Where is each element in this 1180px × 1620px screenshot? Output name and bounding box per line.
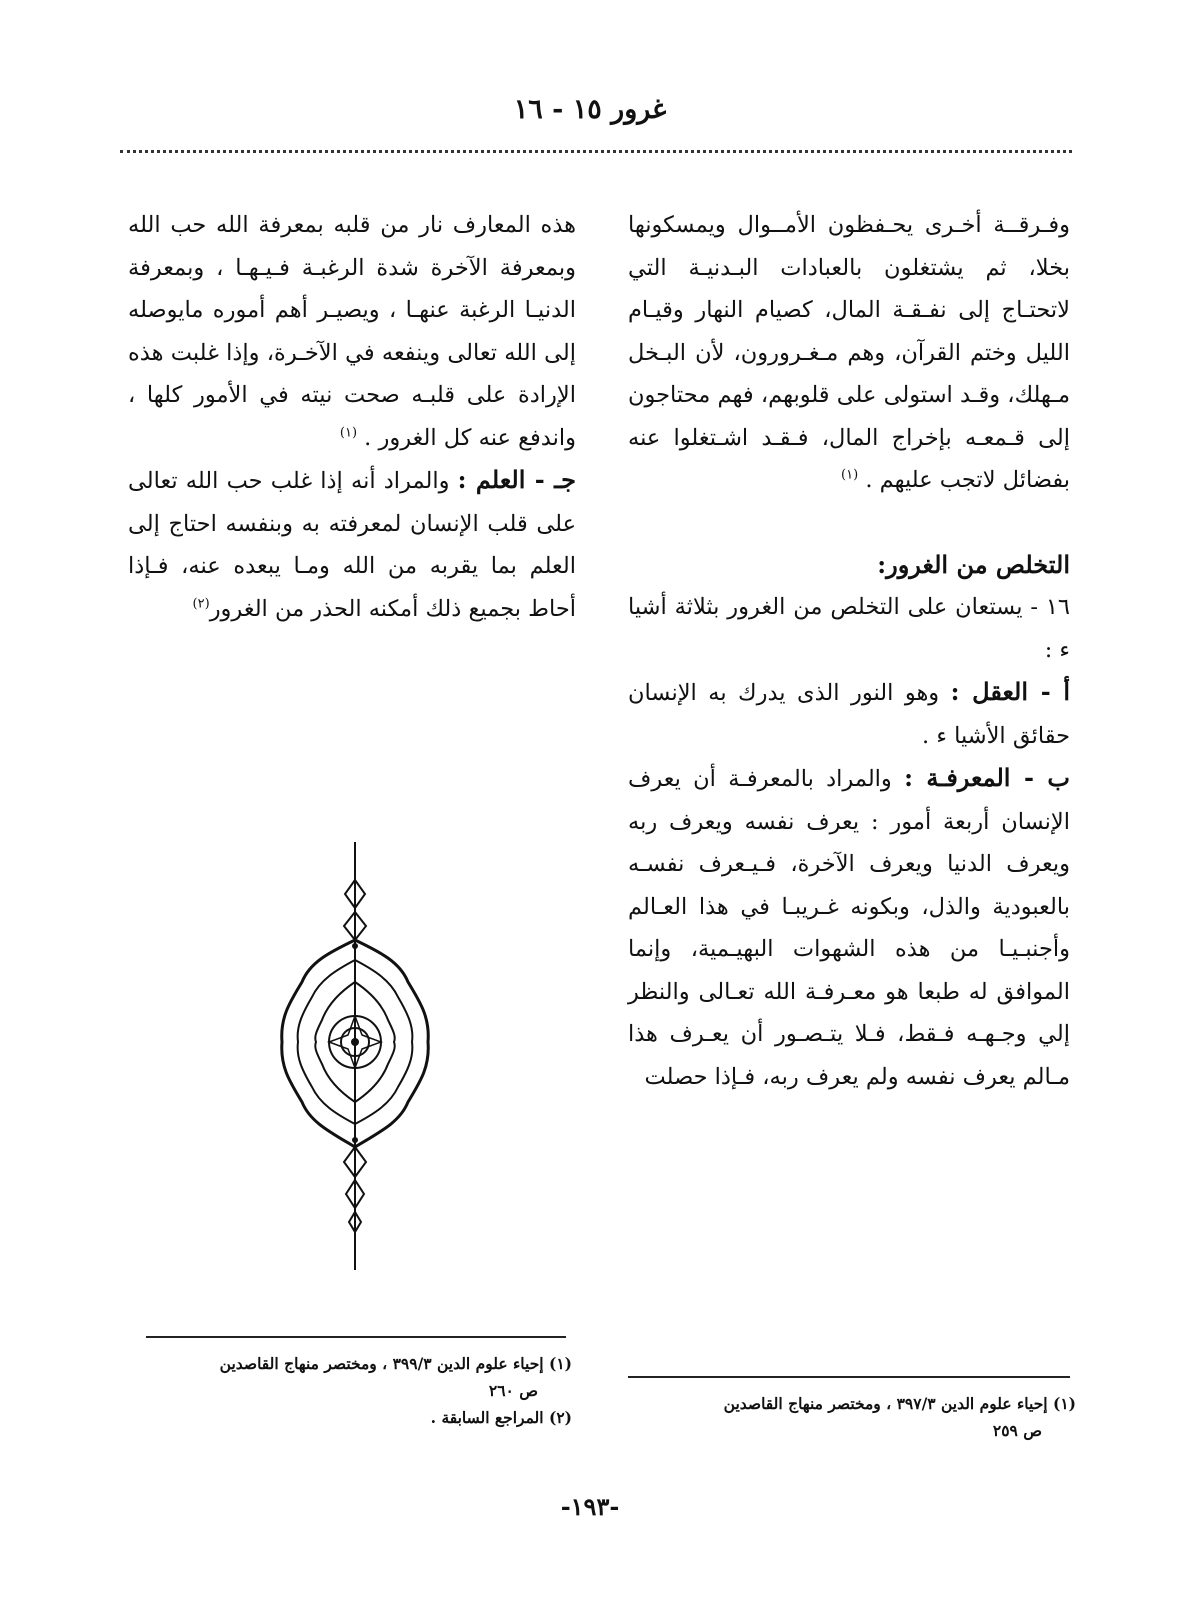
paragraph-gap [628,502,1070,544]
footnote-ref: (١) [339,425,358,440]
footnote-2: (٢) المراجع السابقة . [430,1408,572,1427]
item-b-text: والمراد بالمعرفـة أن يعرف الإنسان أربعة أمور : يعرف نفسه ويعرف ربه ويعرف الدنيا ويعرف الآخرة، فـيـعرف نفسـه بالعبودية والذل، وبكونه غـريبـا في هذا العـالم وأجنبـيـا من هذه الشهوات البهيـمية، وإنما الموافق له طبعا هو معـرفـة الله تعـالى والنظر إلي وجـهـه فـقط، فـلا يتـصـور أن يعـرف هذا مـالم يعرف نفسه ولم يعرف ربه، فـإذا حصلت [628,766,1070,1090]
footnote-rule-left [146,1336,566,1338]
footnote-rule-right [628,1376,1070,1378]
footnotes-left [126,1350,572,1431]
left-paragraph-1 [128,204,576,459]
item-a-text: وهو النور الذى يدرك به الإنسان حقائق الأشيا ء . [628,680,1070,749]
footnote-ref: (١) [841,467,859,483]
item-c-label: جـ - العلم : [457,465,577,494]
footnote-ref: (٢) [192,596,210,611]
right-paragraph-1 [628,204,1070,502]
section-heading: التخلص من الغرور: [877,549,1070,579]
left-paragraph-1-text: هذه المعارف نار من قلبه بمعرفة الله حب الله وبمعرفة الآخرة شدة الرغبـة فـيـهـا ، وبمعرفة الدنيـا الرغبة عنهـا ، ويصيـر أهم أموره مايوصله إلى الله تعالى وينفعه في الآخـرة، وإذا غلبت هذه الإرادة على قلبـه صحت نيته في الأمور كلها ، واندفع عنه كل الغرور . [128,212,576,451]
item-c [128,459,576,630]
right-column [628,204,1070,1098]
item-b-label: ب - المعرفـة : [904,763,1070,792]
header-dotted-rule [120,150,1072,153]
footnote-1-continuation: ص ٢٦٠ [488,1381,538,1400]
page-header-title: غرور ١٥ - ١٦ [513,94,667,125]
item-c-text: والمراد أنه إذا غلب حب الله تعالى على قلب الإنسان لمعرفته به وبنفسه احتاج إلى العلم بما يقربه من الله ومـا يبعده عنه، فـإذا أحاط بجميع ذلك أمكنه الحذر من الغرور [128,468,576,622]
footnotes-right [620,1390,1076,1444]
footnote-1-continuation: ص ٢٥٩ [992,1421,1042,1440]
item-b [628,757,1070,1098]
item-a [628,671,1070,757]
arabesque-ornament-icon [270,842,440,1270]
left-column [128,204,576,630]
footnote-1: (١) إحياء علوم الدين ٣٩٩/٣ ، ومختصر منهاج القاصدين [219,1354,572,1373]
right-paragraph-2: ١٦ - يستعان على التخلص من الغرور بثلاثة أشيا ء : [628,594,1070,663]
item-a-label: أ - العقل : [950,677,1070,706]
right-paragraph-1-text: وفـرقــة أخـرى يحـفظون الأمــوال ويمسكونها بخلا، ثم يشتغلون بالعبادات البـدنيـة التي لاتحتـاج إلى نفـقـة المال، كصيام النهار وقيـام الليل وختم القرآن، وهم مـغـرورون، لأن البـخل مـهلك، وقـد استولى على قلوبهم، فهم محتاجون إلى قـمعـه بإخراج المال، فـقـد اشـتغلوا عنه بفضائل لاتجب عليهم . [628,212,1070,493]
footnote-1: (١) إحياء علوم الدين ٣٩٧/٣ ، ومختصر منهاج القاصدين [723,1394,1076,1413]
page-number: -١٩٣- [560,1492,620,1521]
